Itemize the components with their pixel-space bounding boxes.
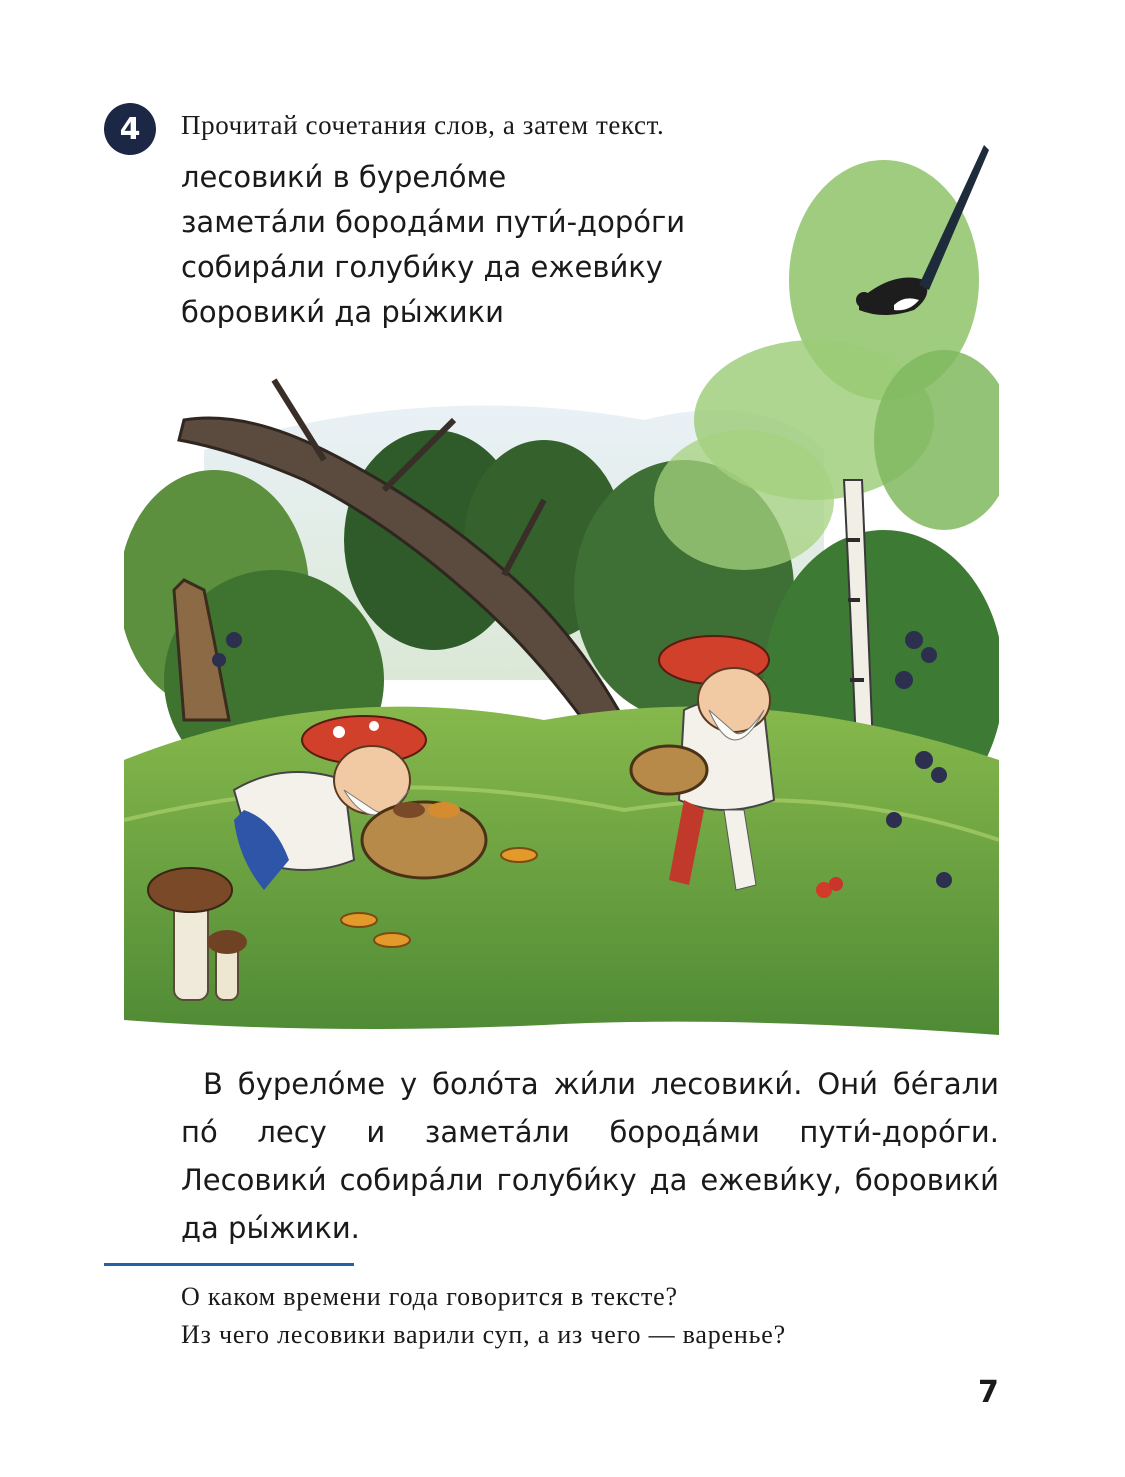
page-number: 7	[978, 1375, 999, 1410]
questions-list	[181, 1278, 786, 1354]
word-combination: боровики́ да ры́жики	[181, 295, 504, 329]
word-combination: собира́ли голуби́ку да ежеви́ку	[181, 250, 663, 284]
story-text: В бурело́ме у боло́та жи́ли лесовики́. Они́ бе́гали по́ лесу и замета́ли борода́ми пути́-доро́ги. Лесовики́ собира́ли голуби́ку да ежеви́ку, боровики́ да ры́жики.	[181, 1067, 999, 1245]
exercise-number: 4	[119, 111, 141, 147]
question: Из чего лесовики варили суп, а из чего — варенье?	[181, 1320, 786, 1349]
exercise-instruction: Прочитай сочетания слов, а затем текст.	[181, 110, 665, 140]
question: О каком времени года говорится в тексте?	[181, 1282, 678, 1311]
word-combination: лесовики́ в бурело́ме	[181, 160, 507, 194]
birch-leaves	[654, 160, 999, 570]
word-combination: замета́ли борода́ми пути́-доро́ги	[181, 205, 686, 239]
word-combinations-list	[181, 155, 685, 335]
section-divider	[104, 1263, 354, 1266]
